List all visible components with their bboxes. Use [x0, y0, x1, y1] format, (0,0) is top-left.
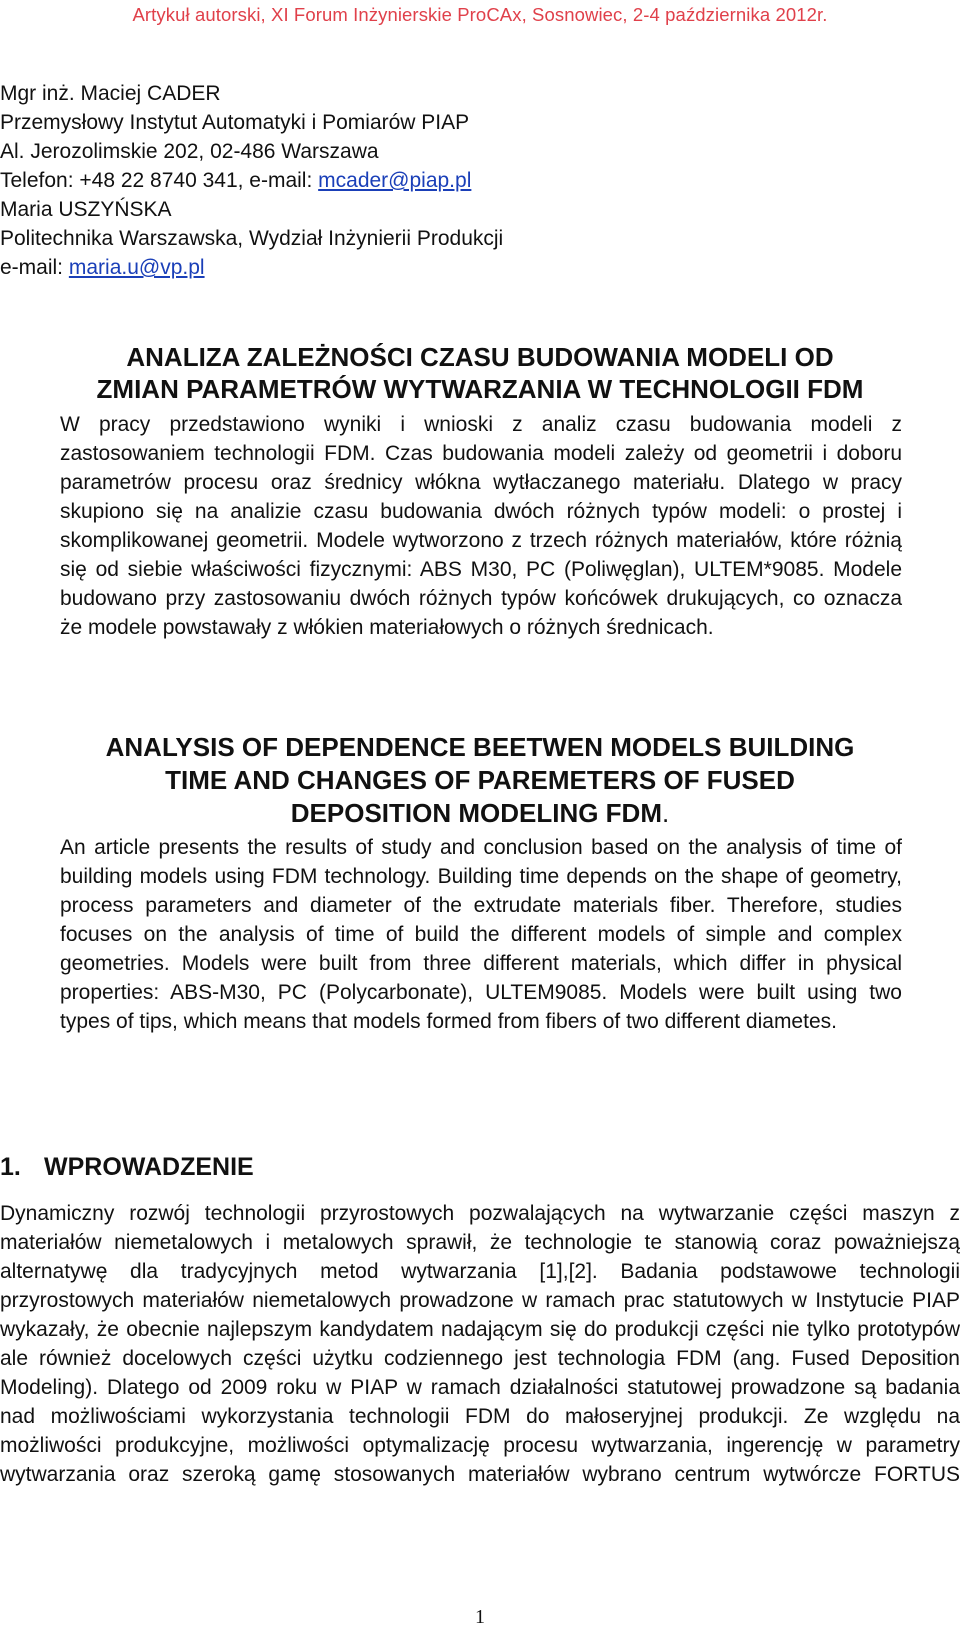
title-english-line1: ANALYSIS OF DEPENDENCE BEETWEN MODELS BUILDING	[105, 732, 855, 762]
author1-address: Al. Jerozolimskie 202, 02-486 Warszawa	[0, 140, 379, 163]
author1-email-link[interactable]: mcader@piap.pl	[318, 169, 472, 192]
author2-contact	[0, 253, 503, 282]
author2-email-link[interactable]: maria.u@vp.pl	[68, 256, 205, 279]
author1-name: Mgr inż. Maciej CADER	[0, 82, 221, 105]
author1-contact-label: Telefon: +48 22 8740 341, e-mail:	[0, 169, 319, 192]
title-english	[0, 731, 960, 830]
title-polish	[0, 341, 960, 405]
author1-affiliation: Przemysłowy Instytut Automatyki i Pomiarów PIAP	[0, 111, 470, 134]
author2-contact-label: e-mail:	[0, 256, 69, 279]
title-english-line3	[0, 797, 960, 830]
title-polish-line2: ZMIAN PARAMETRÓW WYTWARZANIA W TECHNOLOGII FDM	[96, 374, 864, 404]
page-number: 1	[475, 1606, 485, 1628]
title-polish-line1: ANALIZA ZALEŻNOŚCI CZASU BUDOWANIA MODELI OD	[126, 342, 834, 372]
title-english-line2: TIME AND CHANGES OF PAREMETERS OF FUSED	[165, 765, 795, 795]
body-paragraph: Dynamiczny rozwój technologii przyrostowych pozwalających na wytwarzanie części maszyn z materiałów niemetalowych i metalowych sprawił, że technologie te stanowią coraz poważniejszą alternatywę dla tradycyjnych metod wytwarzania [1],[2]. Badania podstawowe technologii przyrostowych materiałów niemetalowych prowadzone w ramach prac statutowych w Instytucie PIAP wykazały, że obecnie najlepszym kandydatem nadającym się do produkcji części nie tylko prototypów ale również docelowych części użytku codziennego jest technologia FDM (ang. Fused Deposition Modeling). Dlatego od 2009 roku w PIAP w ramach działalności statutowej prowadzone są badania nad możliwościami wykorzystania technologii FDM do małoseryjnej produkcji. Ze względu na możliwości produkcyjne, możliwości optymalizację procesu wytwarzania, ingerencję w parametry wytwarzania oraz szeroką gamę stosowanych materiałów wybrano centrum wytwórcze FORTUS	[0, 1202, 960, 1486]
section-number: 1.	[0, 1153, 21, 1181]
abstract-english: An article presents the results of study and conclusion based on the analysis of time of building models using FDM technology. Building time depends on the shape of geometry, process parameters and diameter of the extrudate materials fiber. Therefore, studies focuses on the analysis of time of build the different models of simple and complex geometries. Models were built from three different materials, which differ in physical properties: ABS-M30, PC (Polycarbonate), ULTEM9085. Models were built using two types of tips, which means that models formed from fibers of two different diametes.	[60, 836, 902, 1033]
abstract-polish: W pracy przedstawiono wyniki i wnioski z analiz czasu budowania modeli z zastosowaniem technologii FDM. Czas budowania modeli zależy od geometrii i doboru parametrów procesu oraz średnicy włókna wytłaczanego materiału. Dlatego w pracy skupiono się na analizie czasu budowania dwóch różnych typów modeli: o prostej i skomplikowanej geometrii. Modele wytworzono z trzech różnych materiałów, które różnią się od siebie właściwości fizycznymi: ABS M30, PC (Poliwęglan), ULTEM*9085. Modele budowano przy zastosowaniu dwóch różnych typów końcówek drukujących, co oznacza że modele powstawały z włókien materiałowych o różnych średnicach.	[60, 413, 902, 639]
running-header: Artykuł autorski, XI Forum Inżynierskie ProCAx, Sosnowiec, 2-4 października 2012r.	[132, 4, 828, 25]
title-english-period: .	[662, 798, 670, 828]
author1-contact	[0, 166, 503, 195]
author2-affiliation: Politechnika Warszawska, Wydział Inżynierii Produkcji	[0, 227, 504, 250]
author-block	[0, 79, 503, 282]
section-title: WPROWADZENIE	[44, 1153, 254, 1181]
title-english-line3-text: DEPOSITION MODELING FDM	[290, 798, 662, 828]
section-heading	[0, 1151, 254, 1183]
author2-name: Maria USZYŃSKA	[0, 198, 172, 221]
